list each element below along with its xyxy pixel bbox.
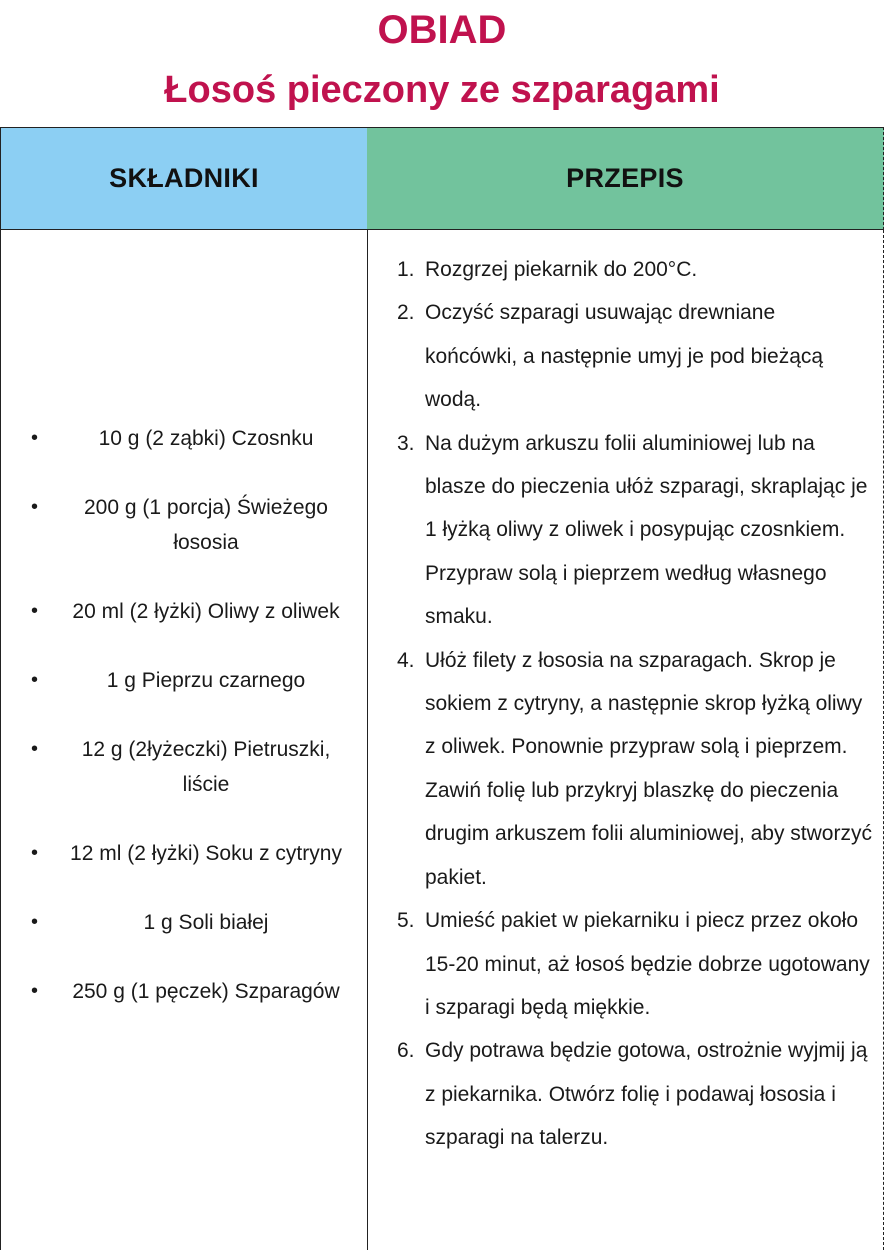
ingredient-text: 12 ml (2 łyżki) Soku z cytryny	[70, 842, 342, 865]
ingredient-item	[1, 421, 367, 456]
ingredient-text: 20 ml (2 łyżki) Oliwy z oliwek	[72, 600, 340, 623]
recipe-header-label: PRZEPIS	[566, 163, 684, 193]
recipe-step	[367, 248, 879, 291]
recipe-step	[367, 899, 879, 1029]
step-text: Ułóż filety z łososia na szparagach. Skrop je sokiem z cytryny, a następnie skrop łyżką oliwy z oliwek. Ponownie przypraw solą i pieprzem. Zawiń folię lub przykryj blaszkę do pieczenia drugim arkuszem folii aluminiowej, aby stworzyć pakiet.	[425, 648, 872, 889]
step-text: Na dużym arkuszu folii aluminiowej lub na blasze do pieczenia ułóż szparagi, skraplając je 1 łyżką oliwy z oliwek i posypując czosnkiem. Przypraw solą i pieprzem według własnego smaku.	[425, 431, 868, 629]
bullet-icon: •	[31, 600, 39, 622]
bullet-icon: •	[31, 911, 39, 933]
recipe-steps	[367, 248, 879, 1160]
step-text: Umieść pakiet w piekarniku i piecz przez około 15-20 minut, aż łosoś będzie dobrze ugotowany i szparagi będą miękkie.	[425, 909, 870, 1019]
ingredient-text: 1 g Soli białej	[143, 911, 269, 934]
recipe-table	[0, 127, 884, 1250]
ingredient-item	[1, 905, 367, 940]
step-text: Oczyść szparagi usuwając drewniane końcówki, a następnie umyj je pod bieżącą wodą.	[425, 301, 824, 412]
ingredients-cell	[0, 230, 368, 1250]
ingredients-header-label: SKŁADNIKI	[109, 163, 259, 193]
dish-title: Łosoś pieczony ze szparagami	[164, 69, 720, 111]
step-number: 5.	[397, 909, 415, 933]
recipe-cell	[367, 230, 884, 1250]
ingredient-item	[1, 974, 367, 1009]
bullet-icon: •	[31, 496, 39, 518]
bullet-icon: •	[31, 842, 39, 864]
recipe-step	[367, 639, 879, 899]
bullet-icon: •	[31, 669, 39, 691]
recipe-step	[367, 1029, 879, 1159]
bullet-icon: •	[31, 738, 39, 760]
step-number: 1.	[397, 258, 415, 281]
ingredient-text: 200 g (1 porcja) Świeżego łososia	[84, 496, 328, 554]
ingredient-item	[1, 490, 367, 560]
step-number: 4.	[397, 648, 415, 672]
ingredients-list	[1, 421, 367, 1043]
bullet-icon: •	[31, 427, 39, 449]
ingredient-item	[1, 663, 367, 698]
ingredient-item	[1, 836, 367, 871]
step-number: 6.	[397, 1039, 415, 1063]
recipe-step	[367, 422, 879, 639]
ingredient-text: 1 g Pieprzu czarnego	[106, 669, 306, 692]
ingredients-header	[0, 127, 368, 230]
ingredient-item	[1, 732, 367, 802]
ingredient-item	[1, 594, 367, 629]
bullet-icon: •	[31, 980, 39, 1002]
step-text: Gdy potrawa będzie gotowa, ostrożnie wyjmij ją z piekarnika. Otwórz folię i podawaj łososia i szparagi na talerzu.	[425, 1039, 868, 1150]
recipe-step	[367, 291, 879, 421]
step-number: 3.	[397, 431, 415, 455]
step-number: 2.	[397, 301, 415, 325]
ingredient-text: 12 g (2łyżeczki) Pietruszki, liście	[81, 738, 331, 796]
recipe-header	[367, 127, 884, 230]
ingredient-text: 250 g (1 pęczek) Szparagów	[72, 980, 340, 1003]
meal-label: OBIAD	[377, 8, 507, 52]
step-text: Rozgrzej piekarnik do 200°C.	[425, 258, 698, 281]
ingredient-text: 10 g (2 ząbki) Czosnku	[98, 427, 314, 450]
